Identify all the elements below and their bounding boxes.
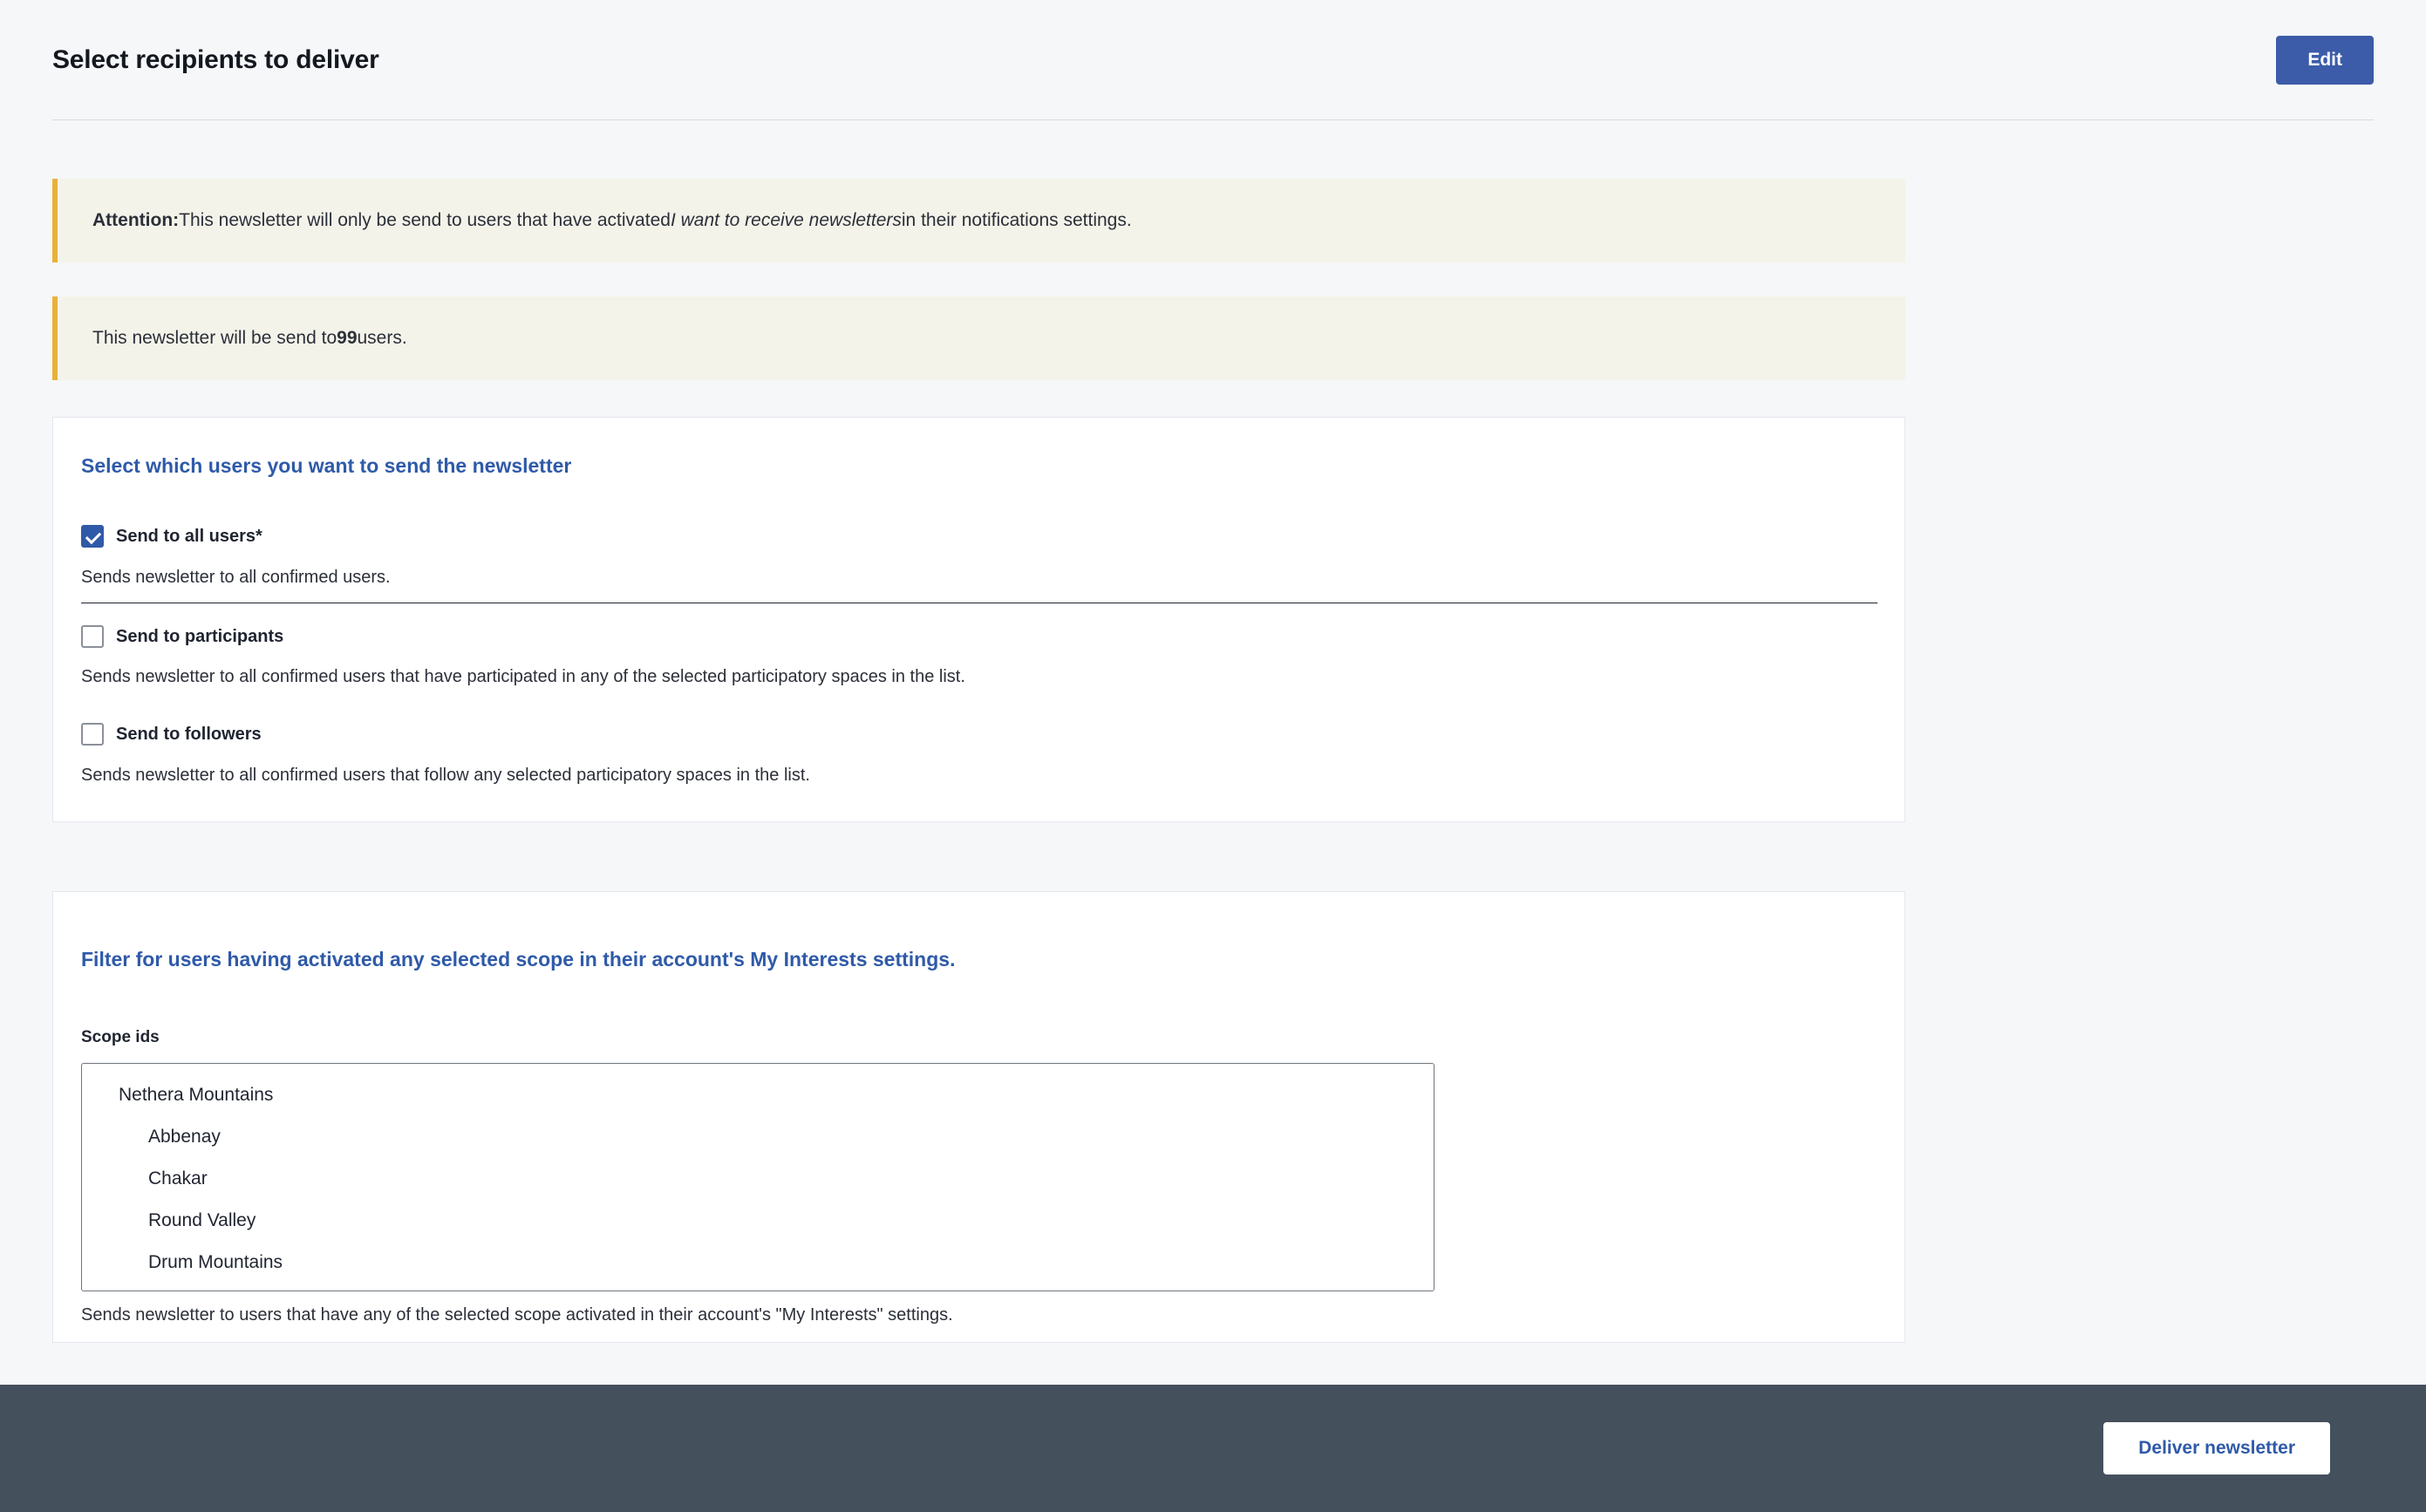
scope-ids-help: Sends newsletter to users that have any of the selected scope activated in their account's "My Interests" settings. xyxy=(81,1305,953,1325)
option-send-to-participants[interactable] xyxy=(81,625,283,648)
send-to-participants-label: Send to participants xyxy=(116,626,284,646)
option-send-to-followers[interactable] xyxy=(81,723,262,746)
select-users-card xyxy=(52,417,1905,822)
scope-list-item[interactable]: Round Valley xyxy=(148,1210,256,1230)
attention-text-1: This newsletter will only be send to users that have activated xyxy=(179,210,671,230)
send-to-participants-checkbox[interactable] xyxy=(81,625,104,648)
scope-list-item[interactable]: Chakar xyxy=(148,1168,208,1188)
send-to-all-users-checkbox[interactable] xyxy=(81,525,104,548)
recipient-count-callout xyxy=(52,296,1905,380)
page-title: Select recipients to deliver xyxy=(52,44,379,74)
scope-ids-label: Scope ids xyxy=(81,1028,160,1046)
select-users-heading: Select which users you want to send the newsletter xyxy=(81,454,572,477)
scope-list-item[interactable]: Nethera Mountains xyxy=(119,1085,274,1105)
scope-list-item[interactable]: Abbenay xyxy=(148,1127,221,1147)
attention-strong: Attention: xyxy=(92,210,180,230)
option-send-to-all-users[interactable] xyxy=(81,525,262,548)
edit-button[interactable]: Edit xyxy=(2276,36,2374,85)
attention-callout xyxy=(52,179,1905,262)
deliver-newsletter-button[interactable]: Deliver newsletter xyxy=(2103,1422,2330,1475)
count-value: 99 xyxy=(337,328,358,348)
count-text-1: This newsletter will be send to xyxy=(92,328,337,348)
scope-ids-listbox[interactable] xyxy=(81,1063,1434,1291)
scope-filter-card xyxy=(52,891,1905,1343)
attention-text-2: in their notifications settings. xyxy=(901,210,1132,230)
attention-emphasis: I want to receive newsletters xyxy=(670,210,902,230)
send-to-followers-checkbox[interactable] xyxy=(81,723,104,746)
header-inner xyxy=(52,0,2374,120)
send-to-followers-label: Send to followers xyxy=(116,724,262,744)
send-to-participants-help: Sends newsletter to all confirmed users that have participated in any of the selected participatory spaces in the list. xyxy=(81,667,965,686)
send-to-all-users-label: Send to all users* xyxy=(116,526,262,546)
page-footer xyxy=(0,1385,2426,1512)
scope-list-item[interactable]: Drum Mountains xyxy=(148,1252,283,1272)
count-text-2: users. xyxy=(357,328,407,348)
scope-filter-heading: Filter for users having activated any selected scope in their account's My Interests settings. xyxy=(81,948,956,971)
scope-list-item[interactable] xyxy=(82,1284,1434,1291)
page-header xyxy=(0,0,2426,122)
send-to-all-users-help: Sends newsletter to all confirmed users. xyxy=(81,568,391,587)
send-to-followers-help: Sends newsletter to all confirmed users that follow any selected participatory spaces in the list. xyxy=(81,766,810,785)
